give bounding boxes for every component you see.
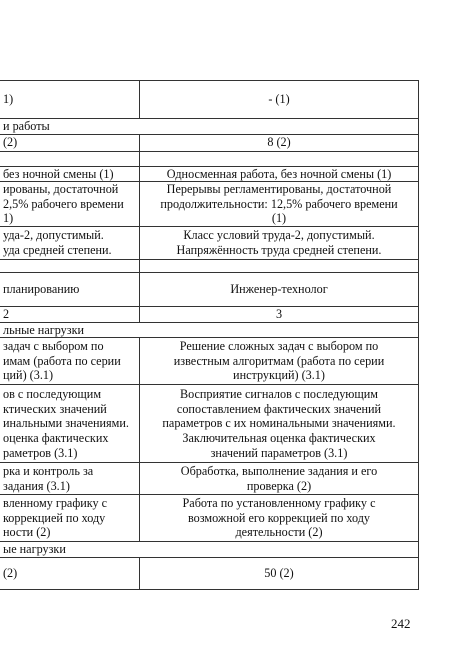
cell-line: вленному графику с bbox=[3, 496, 108, 511]
cell-line: 1) bbox=[3, 211, 14, 226]
cell-line: раметров (3.1) bbox=[3, 445, 78, 460]
cell-line: 2,5% рабочего времени bbox=[3, 196, 124, 211]
cell-left bbox=[0, 385, 140, 463]
cell-line: Заключительная оценка фактических bbox=[182, 430, 376, 445]
cell-line: продолжительности: 12,5% рабочего времени bbox=[160, 196, 398, 211]
table-row bbox=[0, 81, 419, 119]
cell-line: проверка (2) bbox=[246, 478, 312, 493]
cell-line: Обработка, выполнение задания и его bbox=[180, 464, 378, 479]
cell-line: Односменная работа, без ночной смены (1) bbox=[166, 166, 392, 181]
cell-right bbox=[140, 226, 419, 259]
cell-left bbox=[0, 463, 140, 495]
cell-line: Восприятие сигналов с последующим bbox=[179, 387, 379, 402]
cell-right bbox=[140, 182, 419, 227]
cell-line: (2) bbox=[3, 135, 18, 150]
table-row bbox=[0, 338, 419, 385]
cell-line: Класс условий труда-2, допустимый. bbox=[183, 228, 375, 243]
cell-line: параметров с их номинальными значениями. bbox=[162, 416, 396, 431]
table-row bbox=[0, 226, 419, 259]
cell-right bbox=[140, 272, 419, 306]
table-body bbox=[0, 81, 419, 590]
table-row bbox=[0, 495, 419, 542]
table-row bbox=[0, 557, 419, 589]
cell-line: 8 (2) bbox=[267, 135, 291, 150]
cell-right bbox=[140, 306, 419, 322]
cell-line: без ночной смены (1) bbox=[3, 166, 114, 181]
cell-right bbox=[140, 495, 419, 542]
cell-left bbox=[0, 495, 140, 542]
cell-line: 2 bbox=[3, 306, 10, 321]
cell-line: (1) bbox=[271, 211, 287, 226]
table-row bbox=[0, 134, 419, 151]
cell-line: Решение сложных задач с выбором по bbox=[179, 339, 379, 354]
table-section-row bbox=[0, 322, 419, 338]
cell-right bbox=[140, 259, 419, 272]
cell-line: уда средней степени. bbox=[3, 242, 112, 257]
table-row bbox=[0, 306, 419, 322]
cell-line: Напряжённость труда средней степени. bbox=[176, 242, 382, 257]
cell-left bbox=[0, 81, 140, 119]
cell-line: ов с последующим bbox=[3, 387, 102, 402]
cell-line: возможной его коррекцией по ходу bbox=[187, 510, 371, 525]
cell-line: имам (работа по серии bbox=[3, 353, 121, 368]
cell-line: - (1) bbox=[268, 92, 290, 107]
table-row bbox=[0, 463, 419, 495]
cell-left bbox=[0, 259, 140, 272]
cell-left bbox=[0, 182, 140, 227]
cell-left bbox=[0, 338, 140, 385]
table-row bbox=[0, 385, 419, 463]
cell-line: коррекцией по ходу bbox=[3, 510, 106, 525]
cell-right bbox=[140, 151, 419, 166]
table-row bbox=[0, 166, 419, 182]
cell-line: значений параметров (3.1) bbox=[210, 445, 348, 460]
cell-left bbox=[0, 306, 140, 322]
cell-line: сопоставлением фактических значений bbox=[176, 401, 382, 416]
cell-line: Инженер-технолог bbox=[230, 282, 328, 297]
page-number: 242 bbox=[391, 616, 411, 631]
table-row bbox=[0, 259, 419, 272]
cell-line: Перерывы регламентированы, достаточной bbox=[166, 182, 392, 197]
cell-line: рка и контроль за bbox=[3, 464, 94, 479]
cell-line: инструкций) (3.1) bbox=[233, 368, 325, 383]
cell-right bbox=[140, 134, 419, 151]
table-row bbox=[0, 272, 419, 306]
section-heading: ые нагрузки bbox=[0, 542, 419, 558]
cell-line: задания (3.1) bbox=[3, 478, 70, 493]
cell-line: инальными значениями. bbox=[3, 416, 129, 431]
cell-line: ктических значений bbox=[3, 401, 107, 416]
cell-line: уда-2, допустимый. bbox=[3, 228, 104, 243]
cell-left bbox=[0, 134, 140, 151]
work-conditions-table bbox=[0, 80, 419, 590]
cell-left bbox=[0, 166, 140, 182]
cell-left bbox=[0, 226, 140, 259]
cell-line: 3 bbox=[275, 306, 283, 321]
cell-right bbox=[140, 81, 419, 119]
cell-line: ций) (3.1) bbox=[3, 368, 54, 383]
cell-line: ированы, достаточной bbox=[3, 182, 119, 197]
cell-line: оценка фактических bbox=[3, 430, 109, 445]
cell-line: задач с выбором по bbox=[3, 339, 104, 354]
table-section-row bbox=[0, 542, 419, 558]
cell-line: деятельности (2) bbox=[235, 525, 323, 540]
cell-left bbox=[0, 272, 140, 306]
cell-line: 50 (2) bbox=[264, 565, 294, 580]
cell-line: (2) bbox=[3, 565, 18, 580]
cell-left bbox=[0, 151, 140, 166]
cell-right bbox=[140, 463, 419, 495]
table-row bbox=[0, 182, 419, 227]
cell-right bbox=[140, 166, 419, 182]
cell-line: 1) bbox=[3, 92, 14, 107]
cell-line: известным алгоритмам (работа по серии bbox=[173, 353, 385, 368]
cell-left bbox=[0, 557, 140, 589]
table-row bbox=[0, 151, 419, 166]
section-heading: льные нагрузки bbox=[0, 322, 419, 338]
cell-line: Работа по установленному графику с bbox=[182, 496, 376, 511]
cell-right bbox=[140, 338, 419, 385]
cell-right bbox=[140, 385, 419, 463]
cell-line: ности (2) bbox=[3, 525, 51, 540]
section-heading: и работы bbox=[0, 119, 419, 135]
cell-line: планированию bbox=[3, 282, 80, 297]
table-section-row bbox=[0, 119, 419, 135]
cell-right bbox=[140, 557, 419, 589]
